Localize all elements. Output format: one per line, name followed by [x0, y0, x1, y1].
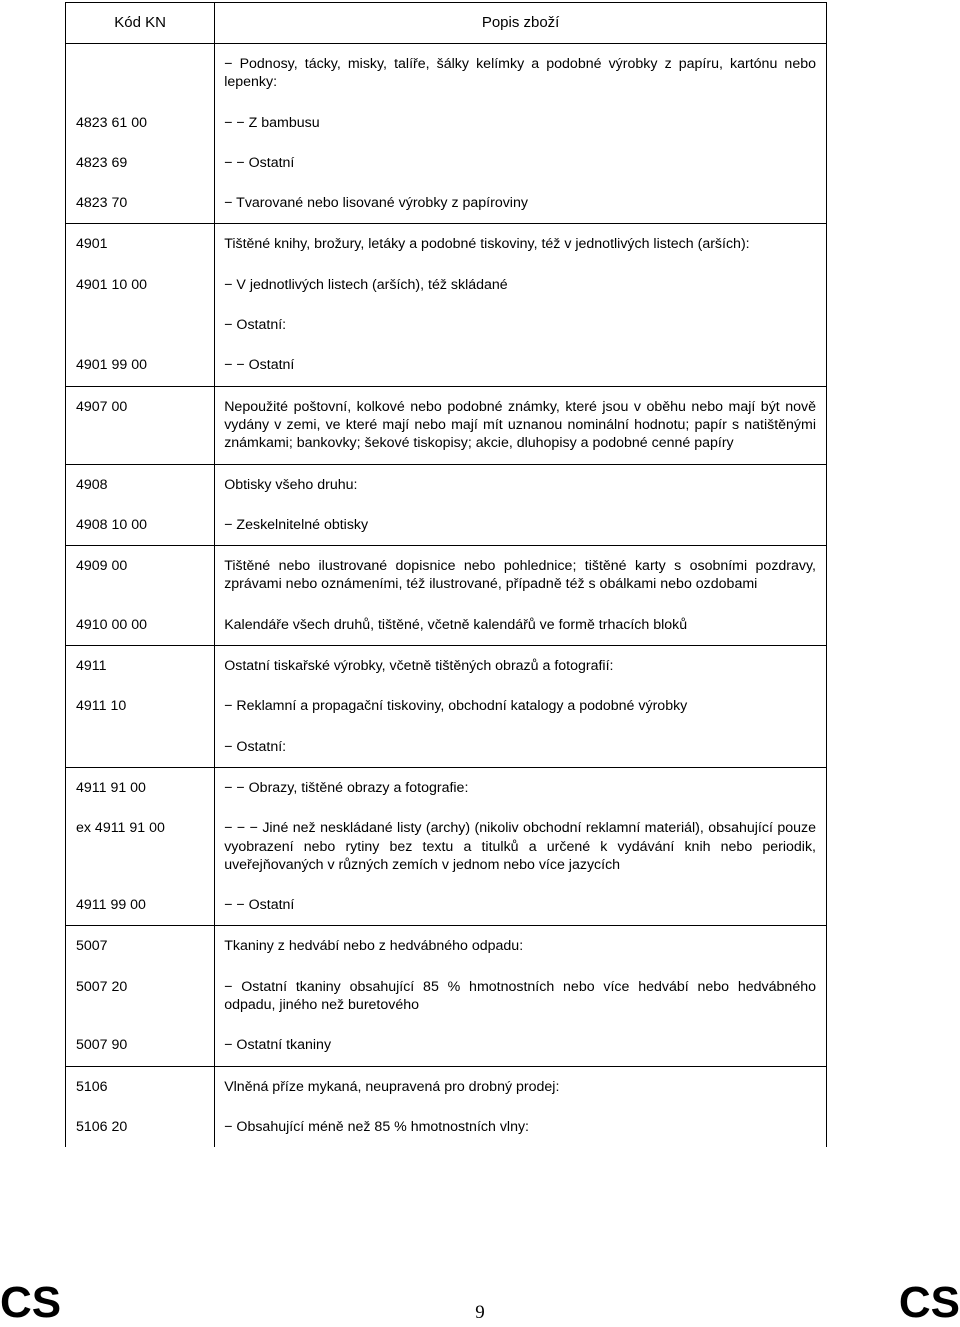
code-cell: [66, 386, 215, 464]
commodity-description: − − Obrazy, tištěné obrazy a fotografie:: [224, 779, 469, 796]
table-body: [66, 44, 827, 1148]
commodity-code: [66, 305, 214, 345]
table-row-group: [66, 1066, 827, 1147]
commodity-code: 5106: [76, 1078, 108, 1095]
commodity-code: 4909 00: [76, 558, 128, 575]
commodity-description: Tištěné knihy, brožury, letáky a podobné tiskoviny, též v jednotlivých listech (arších):: [224, 236, 750, 253]
commodity-description: − Reklamní a propagační tiskoviny, obchodní katalogy a podobné výrobky: [224, 698, 688, 715]
description-cell: [215, 1066, 827, 1147]
commodity-description: − Ostatní:: [224, 738, 287, 755]
commodity-description: − Ostatní tkaniny: [224, 1037, 332, 1054]
commodity-code: 5007: [76, 938, 108, 955]
commodity-code: 4823 70: [76, 195, 128, 212]
commodity-code: 4901 10 00: [76, 276, 148, 293]
code-cell: [66, 546, 215, 646]
commodity-code: 4907 00: [76, 398, 128, 415]
commodity-description: − − Z bambusu: [224, 114, 320, 131]
table-row-group: [66, 44, 827, 224]
commodity-code: ex 4911 91 00: [76, 820, 165, 837]
commodity-code: 4908: [76, 476, 108, 493]
description-cell: [215, 767, 827, 925]
description-cell: [215, 926, 827, 1066]
description-column-header: Popis zboží: [215, 3, 827, 44]
commodity-description: Kalendáře všech druhů, tištěné, včetně kalendářů ve formě trhacích bloků: [224, 616, 688, 633]
commodity-code: 4908 10 00: [76, 516, 148, 533]
commodity-code: 5007 90: [76, 1037, 128, 1054]
table-row-group: [66, 386, 827, 464]
table-row-group: [66, 926, 827, 1066]
commodity-code: 5106 20: [76, 1118, 128, 1135]
commodity-description: − Podnosy, tácky, misky, talíře, šálky kelímky a podobné výrobky z papíru, kartónu nebo lepenky:: [224, 56, 816, 91]
code-cell: [66, 1066, 215, 1147]
commodity-description: Tkaniny z hedvábí nebo z hedvábného odpadu:: [224, 938, 524, 955]
table-row-group: [66, 224, 827, 386]
commodity-code: 4823 69: [76, 154, 128, 171]
table-row-group: [66, 546, 827, 646]
commodity-description: − − Ostatní: [224, 154, 295, 171]
commodity-description: − Ostatní:: [224, 317, 287, 334]
description-cell: [215, 464, 827, 546]
commodity-description: − Zeskelnitelné obtisky: [224, 516, 369, 533]
code-column-header: Kód KN: [66, 3, 215, 44]
commodity-description: − Tvarované nebo lisované výrobky z papíroviny: [224, 195, 528, 212]
code-cell: [66, 464, 215, 546]
commodity-code: 4911: [76, 658, 107, 675]
code-cell: [66, 646, 215, 768]
commodity-description: − − Ostatní: [224, 357, 295, 374]
table-row-group: [66, 464, 827, 546]
commodity-code: 4911 10: [76, 698, 127, 715]
commodity-description: Vlněná příze mykaná, neupravená pro drobný prodej:: [224, 1078, 560, 1095]
commodity-description: Obtisky všeho druhu:: [224, 476, 358, 493]
description-cell: [215, 224, 827, 386]
description-cell: [215, 546, 827, 646]
code-cell: [66, 224, 215, 386]
commodity-code: 4910 00 00: [76, 616, 148, 633]
commodity-code: [66, 727, 214, 767]
commodity-code: [66, 44, 214, 103]
commodity-code: 4901: [76, 236, 108, 253]
language-mark-right: CS: [898, 1278, 960, 1327]
commodity-description: − Obsahující méně než 85 % hmotnostních vlny:: [224, 1118, 529, 1135]
description-cell: [215, 44, 827, 224]
commodity-description: Nepoužité poštovní, kolkové nebo podobné známky, které jsou v oběhu nebo mají být nově vydány v zemi, ve které mají nebo mají mít uznanou nominální hodnotu; papír s natištěnými známkami; bankovky; šekové tiskopisy; akcie, dluhopisy a podobné cenné papíry: [224, 398, 816, 452]
table-row-group: [66, 646, 827, 768]
commodity-description: Tištěné nebo ilustrované dopisnice nebo pohlednice; tištěné karty s osobními pozdravy, zprávami nebo oznámeními, též ilustrované, případně též s obálkami nebo ozdobami: [224, 558, 816, 593]
page-footer: [0, 1267, 960, 1327]
commodity-description: − V jednotlivých listech (arších), též skládané: [224, 276, 508, 293]
commodity-description: − − − Jiné než neskládané listy (archy) (nikoliv obchodní reklamní materiál), obsahující pouze vyobrazení nebo rytiny bez textu a titulků a určené k vydávání knih nebo periodik, uveřejňovaných v různých zemích v jednom nebo více jazycích: [224, 820, 816, 873]
code-cell: [66, 44, 215, 224]
code-cell: [66, 926, 215, 1066]
tariff-table: [65, 2, 827, 1147]
commodity-code: 4823 61 00: [76, 114, 148, 131]
commodity-code: 5007 20: [76, 978, 128, 995]
commodity-code: 4911 99 00: [76, 897, 146, 914]
commodity-description: − − Ostatní: [224, 897, 295, 914]
code-cell: [66, 767, 215, 925]
commodity-code: 4901 99 00: [76, 357, 148, 374]
table-row-group: [66, 767, 827, 925]
commodity-description: − Ostatní tkaniny obsahující 85 % hmotnostních nebo více hedvábí nebo hedvábného odpadu, jiného než buretového: [224, 978, 816, 1014]
description-cell: [215, 386, 827, 464]
commodity-code: 4911 91 00: [76, 779, 146, 796]
description-cell: [215, 646, 827, 768]
table-header-row: [66, 3, 827, 44]
language-mark-left: CS: [0, 1278, 62, 1327]
page-number: 9: [475, 1302, 485, 1323]
commodity-description: Ostatní tiskařské výrobky, včetně tištěných obrazů a fotografií:: [224, 658, 614, 675]
